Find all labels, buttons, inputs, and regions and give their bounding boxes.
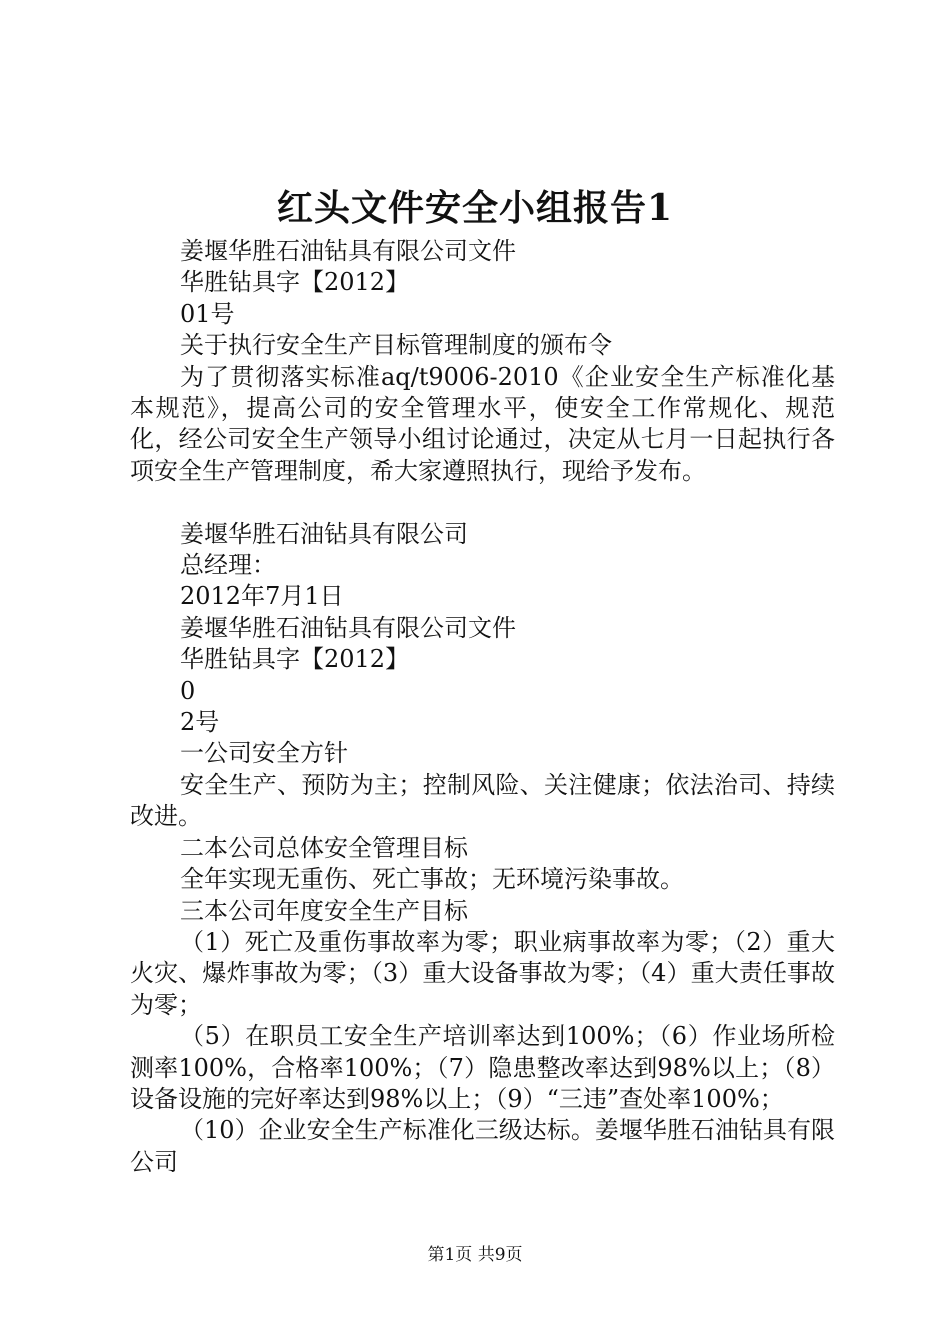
- safety-policy-paragraph: 安全生产、预防为主；控制风险、关注健康；依法治司、持续改进。: [130, 770, 835, 831]
- overall-goal-text: 全年实现无重伤、死亡事故；无环境污染事故。: [180, 865, 684, 894]
- document-number: 华胜钻具字【2012】: [180, 268, 410, 297]
- annual-goals-paragraph-3: （10）企业安全生产标准化三级达标。姜堰华胜石油钻具有限公司: [130, 1116, 835, 1176]
- annual-goals-paragraph-1: （1）死亡及重伤事故率为零；职业病事故率为零；（2）重大火灾、爆炸事故为零；（3）重大设备事故为零；（4）重大责任事故为零；: [130, 927, 835, 1019]
- document-body: [130, 236, 835, 1178]
- blank-line: [130, 487, 835, 518]
- issuer-heading: 姜堰华胜石油钻具有限公司文件: [180, 237, 516, 265]
- page-footer: 第1页 共9页: [427, 1245, 523, 1265]
- document-number-2-part1: 0: [180, 676, 196, 705]
- document-number-suffix: 01号: [180, 299, 235, 328]
- signature-company: 姜堰华胜石油钻具有限公司: [180, 519, 468, 548]
- document-number-2-part2: 2号: [180, 708, 220, 737]
- annual-goals-paragraph-2: （5）在职员工安全生产培训率达到100%；（6）作业场所检测率100%，合格率100%；（7）隐患整改率达到98%以上；（8）设备设施的完好率达到98%以上；（9）“三违”查处率100%；: [130, 1022, 835, 1113]
- document-title: 红头文件安全小组报告1: [276, 187, 674, 229]
- subject-line: 关于执行安全生产目标管理制度的颁布令: [180, 331, 612, 360]
- section-heading-2: 二本公司总体安全管理目标: [180, 833, 468, 862]
- decree-paragraph: 为了贯彻落实标准aq/t9006-2010《企业安全生产标准化基本规范》，提高公司的安全管理水平，使安全工作常规化、规范化，经公司安全生产领导小组讨论通过，决定从七月一日起执行各项安全生产管理制度，希大家遵照执行，现给予发布。: [130, 362, 835, 485]
- signature-date: 2012年7月1日: [180, 582, 344, 611]
- section-heading-1: 一公司安全方针: [180, 739, 348, 768]
- section-heading-3: 三本公司年度安全生产目标: [180, 896, 468, 925]
- document-number-2: 华胜钻具字【2012】: [180, 645, 410, 674]
- issuer-heading-2: 姜堰华胜石油钻具有限公司文件: [180, 613, 516, 642]
- signature-title: 总经理：: [180, 551, 276, 580]
